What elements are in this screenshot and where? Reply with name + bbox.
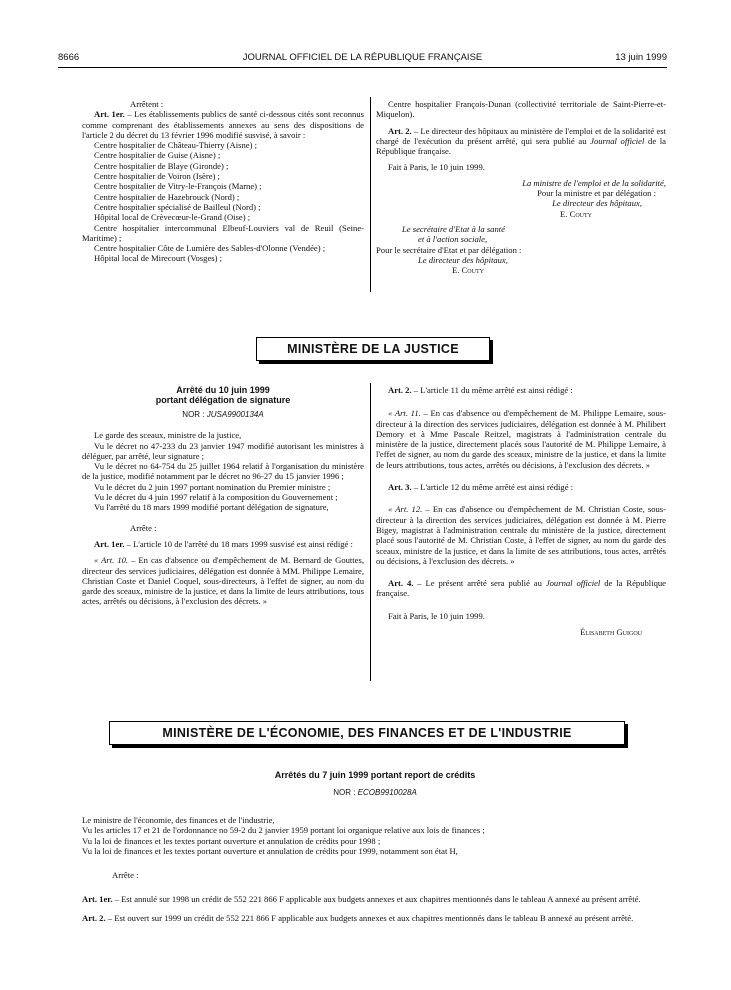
article-4-paragraph (376, 578, 666, 599)
nor-reference (82, 788, 668, 797)
centre-paragraph: Centre hospitalier François-Dunan (collectivité territoriale de Saint-Pierre-et-Miquelon). (376, 99, 666, 120)
quoted-article-label: « Art. 10. (94, 555, 129, 566)
signatory-name: E. Couty (560, 208, 592, 219)
quoted-article-text: – En cas d'absence ou d'empêchement de M. Philippe Lemaire, sous-directeur à la direction des services judiciaires, délégation est donnée à M. Philibert Demory et à Mme Pascale Reitzel, magistrats à l'administration centrale du ministère de la justice, directement placés sous l'autorité de M. Philippe Lemaire, à l'effet de signer, au nom du garde des sceaux, ministre de la justice, et dans la limite de leurs attributions, tous actes, arrêtés ou décisions, à l'exclusion des décrets. » (376, 408, 666, 470)
list-item: Centre hospitalier de Hazebrouck (Nord) ; (94, 191, 240, 202)
arretent-heading: Arrêtent : (130, 99, 164, 109)
signature-title: et à l'action sociale, (418, 234, 488, 245)
article-2-paragraph (376, 126, 666, 157)
arrete-heading: Arrête : (112, 870, 139, 881)
page-number: 8666 (58, 52, 80, 63)
fait-a-paris: Fait à Paris, le 10 juin 1999. (388, 610, 485, 621)
header-rule (58, 67, 667, 68)
list-item: Centre hospitalier de Blaye (Gironde) ; (94, 160, 229, 171)
page-header (58, 52, 667, 66)
list-item: Centre hospitalier intercommunal Elbeuf-Louviers val de Reuil (Seine-Maritime) ; (82, 222, 364, 243)
article-2-paragraph (376, 385, 666, 395)
article-label: Art. 1er. (94, 538, 125, 549)
article-label: Art. 2. (388, 125, 412, 136)
article-text: – Le présent arrêté sera publié au (413, 578, 546, 589)
nor-label: NOR : (333, 788, 358, 797)
visa-paragraph: Vu la loi de finances et les textes portant ouverture et annulation de crédits pour 1998 ; (82, 835, 381, 846)
economie-body (82, 815, 668, 923)
article-label: Art. 2. (82, 912, 106, 923)
decree-title: Arrêtés du 7 juin 1999 portant report de crédits (274, 770, 476, 780)
article-label: Art. 2. (388, 385, 412, 395)
list-item: Centre hospitalier de Vitry-le-François (Marne) ; (94, 181, 262, 192)
list-item: Centre hospitalier de Voiron (Isère) ; (94, 171, 220, 182)
article-text: – L'article 11 du même arrêté est ainsi rédigé : (411, 385, 573, 395)
hospital-list (82, 140, 364, 264)
article-text: – Le directeur des hôpitaux au ministère de l'emploi et de la solidarité est chargé de l'exécution du présent arrêté, qui sera publié au (376, 125, 666, 146)
article-11-quote (376, 408, 666, 470)
visas (82, 430, 364, 512)
quoted-article-text: – En cas d'absence ou d'empêchement de M. Christian Coste, sous-directeur à la direction des services judiciaires, délégation est donnée à M. Pierre Bigey, magistrat à l'administration centrale du ministère de la justice, directement placé sous l'autorité de M. Christian Coste, à l'effet de signer, au nom du garde des sceaux, ministre de la justice, et dans la limite de ses attributions, tous actes, arrêtés ou décisions, à l'exclusion des décrets. » (376, 504, 666, 566)
signature-title: Le directeur des hôpitaux, (552, 198, 642, 209)
decree-title-line: Arrêté du 10 juin 1999 (176, 385, 270, 395)
nor-reference (82, 410, 364, 420)
quoted-article-label: « Art. 11. (388, 408, 421, 419)
article-3-paragraph (376, 482, 666, 492)
decree-title (82, 385, 364, 405)
visa-paragraph: Vu le décret du 2 juin 1997 portant nomination du Premier ministre ; (94, 481, 331, 492)
column-divider (370, 97, 371, 292)
article-1-paragraph (82, 539, 364, 549)
quoted-article-text: – En cas d'absence ou d'empêchement de M. Bernard de Gouttes, directeur des services judiciaires, délégation est donnée à MM. Philippe Lemaire, Christian Coste et Daniel Coquel, sous-directeurs, à l'effet de signer, au nom du garde des sceaux, ministre de la justice, et dans la limite de leurs attributions, tous actes, arrêtés ou décisions, à l'exclusion des décrets. » (82, 555, 364, 607)
article-text: – Est ouvert sur 1999 un crédit de 552 221 866 F applicable aux budgets annexes et aux chapitres mentionnés dans le tableau B annexé au présent arrêté. (105, 912, 634, 923)
signatory-name: Élisabeth Guigou (580, 627, 642, 638)
list-item: Centre hospitalier spécialisé de Bailleul (Nord) ; (94, 201, 261, 212)
visa-paragraph: Vu le décret no 47-233 du 23 janvier 1947 modifié autorisant les ministres à déléguer, par arrêté, leur signature ; (82, 440, 364, 461)
top-left-column (82, 99, 364, 264)
nor-code: JUSA9900134A (206, 410, 264, 419)
signature-delegation: Pour le secrétaire d'Etat et par délégation : (376, 244, 522, 255)
visa-paragraph: Le ministre de l'économie, des finances et de l'industrie, (82, 815, 275, 825)
list-item: Centre hospitalier de Château-Thierry (Aisne) ; (94, 140, 257, 151)
article-text: de la République française. (376, 135, 666, 157)
article-2-paragraph (82, 913, 668, 923)
journal-reference: Journal officiel (545, 578, 601, 589)
quoted-article-label: « Art. 12. (388, 504, 423, 515)
fait-a-paris: Fait à Paris, le 10 juin 1999. (388, 162, 485, 173)
article-1-paragraph (82, 109, 364, 140)
column-divider (370, 383, 371, 681)
signature-title: La ministre de l'emploi et de la solidarité, (522, 177, 666, 188)
journal-title: JOURNAL OFFICIEL DE LA RÉPUBLIQUE FRANÇAISE (242, 52, 483, 63)
list-item: Centre hospitalier Côte de Lumière des Sables-d'Olonne (Vendée) ; (94, 243, 326, 254)
article-text: – Les établissements publics de santé ci-dessous cités sont reconnus comme comprenant des établissements annexes au sens des dispositions de l'article 2 du décret du 13 février 1996 modifié susvisé, à savoir : (82, 109, 364, 140)
article-text: – L'article 10 de l'arrêté du 18 mars 1999 susvisé est ainsi rédigé : (124, 538, 353, 549)
visa-paragraph: Vu le décret no 64-754 du 25 juillet 1964 relatif à l'organisation du ministère de la justice, modifié notamment par le décret no 96-27 du 15 janvier 1996 ; (82, 461, 364, 482)
article-12-quote (376, 504, 666, 566)
article-10-quote (82, 555, 364, 606)
list-item: Hôpital local de Mirecourt (Vosges) ; (94, 253, 222, 264)
article-1-paragraph (82, 894, 668, 904)
signature-delegation: Pour la ministre et par délégation : (537, 188, 656, 199)
article-text: – Est annulé sur 1998 un crédit de 552 221 866 F applicable aux budgets annexes et aux chapitres mentionnés dans le tableau A annexé au présent arrêté. (112, 894, 641, 905)
signature-block-minister (376, 178, 666, 219)
issue-date: 13 juin 1999 (615, 52, 667, 63)
visa-paragraph: Vu le décret du 4 juin 1997 relatif à la composition du Gouvernement ; (94, 492, 338, 503)
justice-right-column (376, 385, 666, 637)
signatory-name: E. Couty (452, 265, 484, 276)
arrete-heading: Arrête : (130, 522, 157, 533)
article-label: Art. 1er. (82, 894, 113, 905)
list-item: Centre hospitalier de Guise (Aisne) ; (94, 150, 221, 161)
decree-title-line: portant délégation de signature (155, 395, 291, 405)
nor-code: ECOB9910028A (357, 788, 417, 797)
article-text: de la République française. (376, 578, 666, 599)
top-right-column (376, 99, 666, 275)
list-item: Hôpital local de Crèvecœur-le-Grand (Oise) ; (94, 212, 251, 223)
article-text: – L'article 12 du même arrêté est ainsi rédigé : (411, 482, 574, 493)
signature-block-secretary (376, 224, 666, 275)
signature-title: Le secrétaire d'Etat à la santé (402, 223, 505, 234)
visa-paragraph: Le garde des sceaux, ministre de la justice, (94, 430, 242, 441)
article-label: Art. 1er. (94, 109, 125, 120)
article-label: Art. 4. (388, 578, 414, 589)
signature-title: Le directeur des hôpitaux, (418, 254, 508, 265)
nor-label: NOR : (182, 410, 207, 419)
ministry-banner-economie: MINISTÈRE DE L'ÉCONOMIE, DES FINANCES ET DE L'INDUSTRIE (109, 721, 625, 745)
article-label: Art. 3. (388, 482, 412, 493)
visa-paragraph: Vu l'arrêté du 18 mars 1999 modifié portant délégation de signature, (94, 502, 329, 513)
journal-reference: Journal officiel (590, 135, 645, 146)
visa-paragraph: Vu la loi de finances et les textes portant ouverture et annulation de crédits pour 1999, notamment son état H, (82, 845, 458, 856)
ministry-banner-justice: MINISTÈRE DE LA JUSTICE (256, 337, 490, 361)
visa-paragraph: Vu les articles 17 et 21 de l'ordonnance no 59-2 du 2 janvier 1959 portant loi organique relative aux lois de finances ; (82, 825, 485, 836)
justice-left-column (82, 385, 364, 607)
